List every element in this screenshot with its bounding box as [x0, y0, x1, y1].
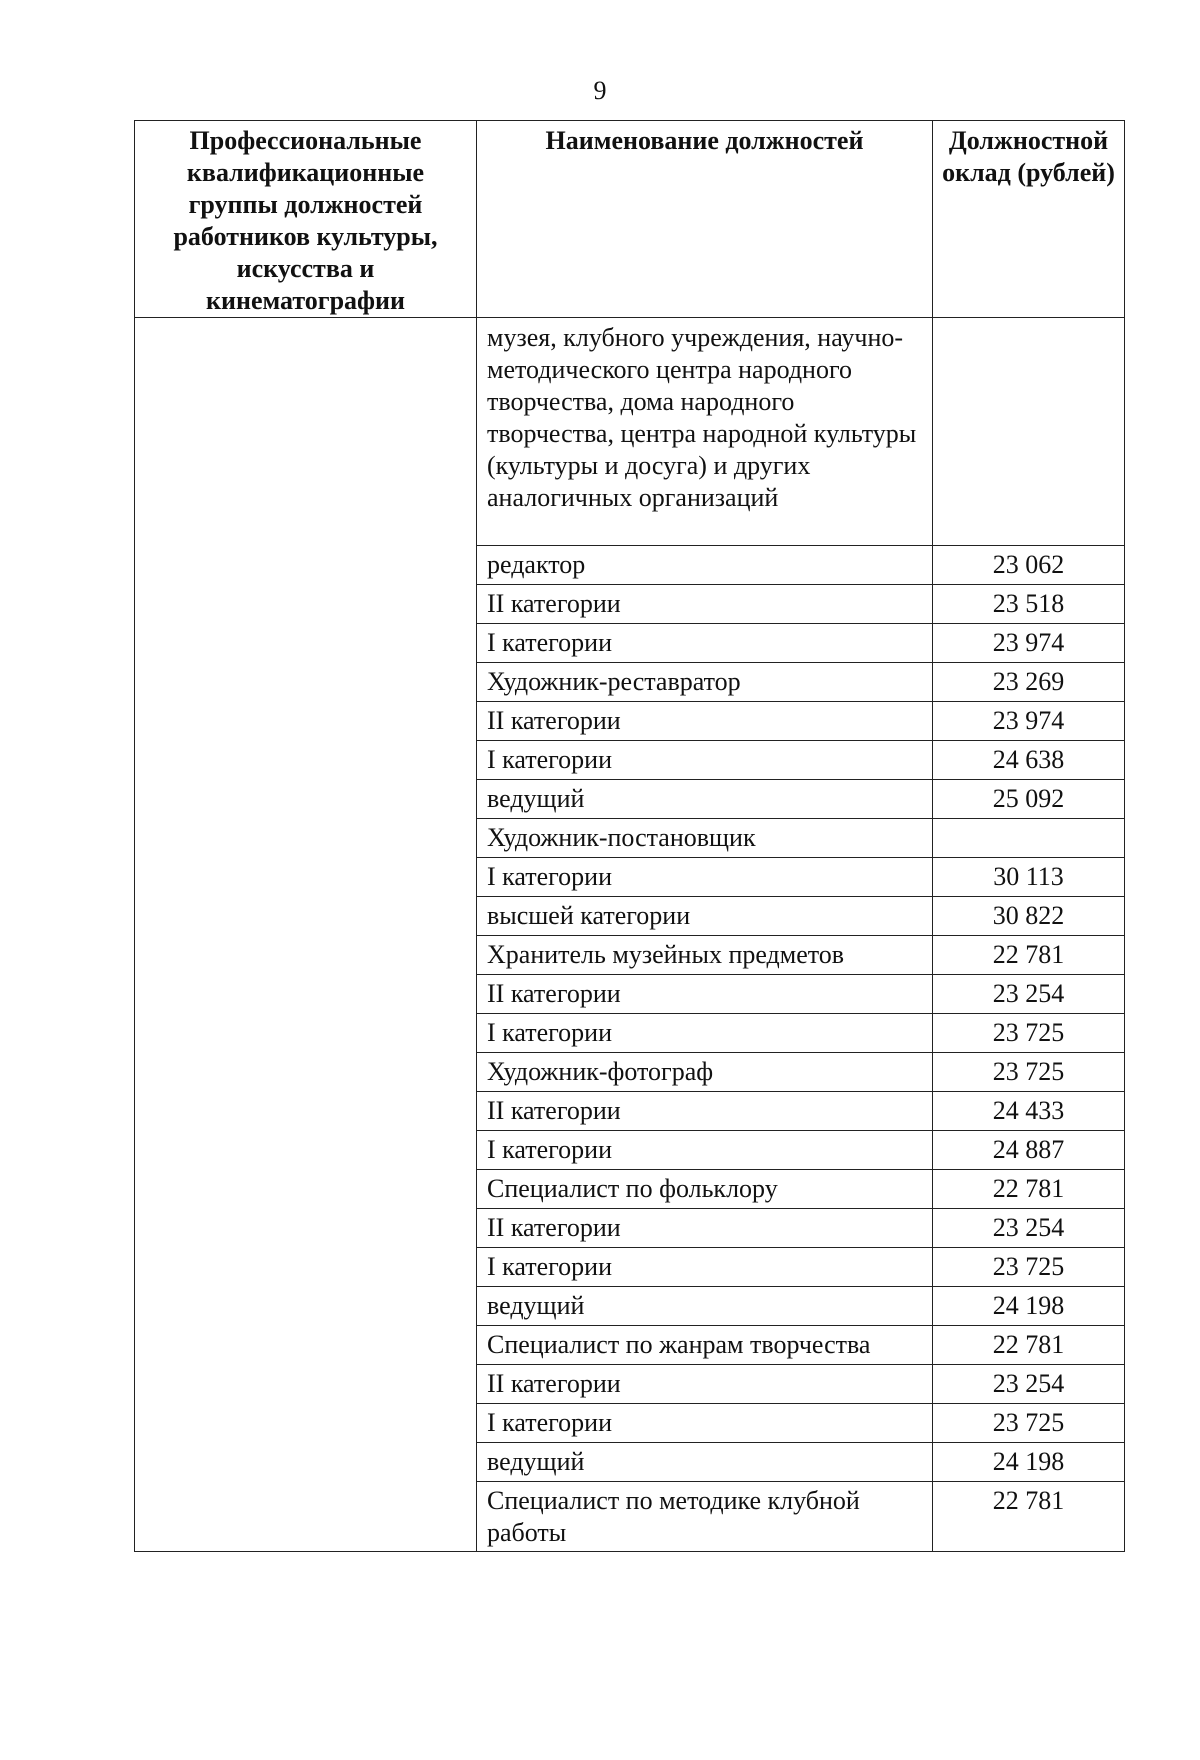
position-name: ведущий — [477, 1443, 933, 1482]
position-salary: 23 254 — [933, 975, 1125, 1014]
position-salary: 23 725 — [933, 1248, 1125, 1287]
position-name: Специалист по методике клубной работы — [477, 1482, 933, 1552]
position-name: I категории — [477, 624, 933, 663]
position-name: Художник-фотограф — [477, 1053, 933, 1092]
position-name: высшей категории — [477, 897, 933, 936]
position-salary: 22 781 — [933, 936, 1125, 975]
position-name: II категории — [477, 975, 933, 1014]
header-salary: Должностной оклад (рублей) — [933, 121, 1125, 318]
position-salary: 24 638 — [933, 741, 1125, 780]
position-salary: 23 974 — [933, 702, 1125, 741]
position-name: II категории — [477, 1209, 933, 1248]
position-name: II категории — [477, 585, 933, 624]
position-name: ведущий — [477, 1287, 933, 1326]
position-salary — [933, 819, 1125, 858]
continuation-text: музея, клубного учреждения, научно-методического центра народного творчества, дома народного творчества, центра народной культуры (культуры и досуга) и других аналогичных организаций — [477, 318, 933, 546]
position-salary: 25 092 — [933, 780, 1125, 819]
header-position-name: Наименование должностей — [477, 121, 933, 318]
position-name: I категории — [477, 858, 933, 897]
salary-table — [134, 120, 1125, 1552]
position-salary: 23 974 — [933, 624, 1125, 663]
position-salary: 23 254 — [933, 1209, 1125, 1248]
position-name: Художник-постановщик — [477, 819, 933, 858]
position-salary: 22 781 — [933, 1482, 1125, 1552]
position-name: I категории — [477, 1248, 933, 1287]
position-salary: 23 062 — [933, 546, 1125, 585]
position-salary: 23 725 — [933, 1014, 1125, 1053]
position-salary: 30 113 — [933, 858, 1125, 897]
position-salary: 23 518 — [933, 585, 1125, 624]
position-name: Специалист по жанрам творчества — [477, 1326, 933, 1365]
table-header-row — [135, 121, 1125, 318]
page-number: 9 — [593, 76, 607, 105]
position-name: Художник-реставратор — [477, 663, 933, 702]
position-salary: 22 781 — [933, 1326, 1125, 1365]
position-salary: 24 198 — [933, 1443, 1125, 1482]
position-name: Специалист по фольклору — [477, 1170, 933, 1209]
position-name: I категории — [477, 1014, 933, 1053]
position-name: I категории — [477, 741, 933, 780]
position-salary: 24 198 — [933, 1287, 1125, 1326]
position-name: II категории — [477, 1092, 933, 1131]
header-professional-group: Профессиональные квалификационные группы должностей работников культуры, искусства и кинематографии — [135, 121, 477, 318]
position-name: редактор — [477, 546, 933, 585]
position-salary: 23 254 — [933, 1365, 1125, 1404]
position-salary: 23 269 — [933, 663, 1125, 702]
position-name: I категории — [477, 1404, 933, 1443]
position-name: ведущий — [477, 780, 933, 819]
position-name: Хранитель музейных предметов — [477, 936, 933, 975]
position-salary: 30 822 — [933, 897, 1125, 936]
table-row-continuation — [135, 318, 1125, 546]
position-salary: 23 725 — [933, 1404, 1125, 1443]
position-name: I категории — [477, 1131, 933, 1170]
position-name: II категории — [477, 702, 933, 741]
position-salary: 24 887 — [933, 1131, 1125, 1170]
position-salary: 24 433 — [933, 1092, 1125, 1131]
position-salary: 22 781 — [933, 1170, 1125, 1209]
position-salary: 23 725 — [933, 1053, 1125, 1092]
position-name: II категории — [477, 1365, 933, 1404]
group-cell — [135, 318, 477, 1552]
continuation-salary-cell — [933, 318, 1125, 546]
